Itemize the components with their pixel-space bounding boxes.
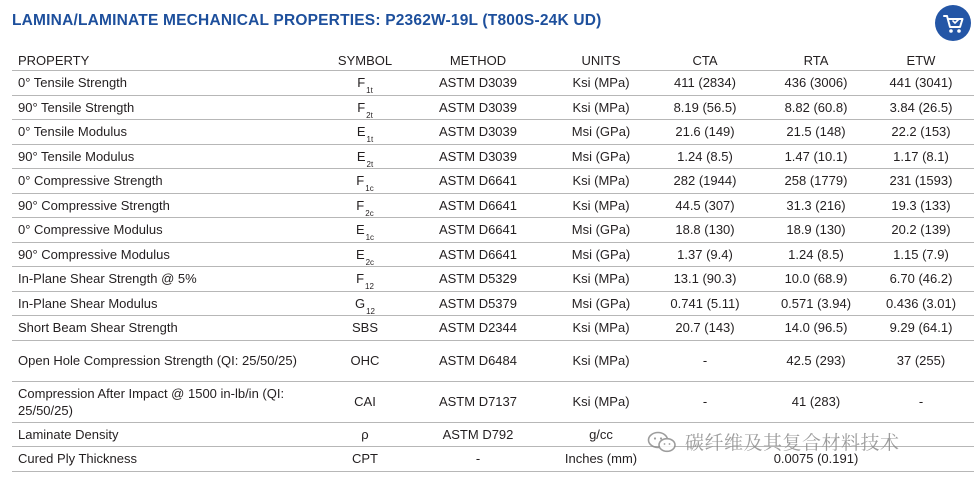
symbol-subscript: 2t [366,110,373,120]
table-row [12,218,974,243]
property-cell: 0° Compressive Strength [12,169,330,194]
method-cell: ASTM D5379 [400,291,556,316]
rta-cell: 1.24 (8.5) [764,242,868,267]
method-cell: ASTM D3039 [400,120,556,145]
rta-cell: 1.47 (10.1) [764,144,868,169]
cta-cell: 1.24 (8.5) [646,144,764,169]
symbol-text: SBS [351,320,378,336]
column-header-cta: CTA [646,50,764,71]
etw-cell: 19.3 (133) [868,193,974,218]
etw-cell: 441 (3041) [868,71,974,96]
symbol-subscript: 12 [365,282,374,292]
symbol-text: E [355,246,365,262]
property-cell: Short Beam Shear Strength [12,316,330,341]
symbol-text: E [355,222,365,238]
rta-cell: 0.571 (3.94) [764,291,868,316]
rta-cell: 21.5 (148) [764,120,868,145]
cta-cell: 18.8 (130) [646,218,764,243]
property-cell: 0° Tensile Modulus [12,120,330,145]
units-cell: Ksi (MPa) [556,169,646,194]
etw-cell: 20.2 (139) [868,218,974,243]
table-row [12,95,974,120]
method-cell: ASTM D6641 [400,242,556,267]
units-cell: Inches (mm) [556,447,646,472]
method-cell: ASTM D792 [400,422,556,447]
symbol-cell [330,120,400,145]
cta-cell: 282 (1944) [646,169,764,194]
cta-cell: 21.6 (149) [646,120,764,145]
watermark [647,428,900,455]
table-row [12,381,974,422]
etw-cell: 1.17 (8.1) [868,144,974,169]
rta-cell: 10.0 (68.9) [764,267,868,292]
cta-cell: 20.7 (143) [646,316,764,341]
table-row [12,242,974,267]
symbol-text: E [356,148,366,164]
cart-icon [935,5,971,41]
property-cell: 90° Tensile Strength [12,95,330,120]
symbol-text: CPT [352,451,378,467]
table-row [12,169,974,194]
symbol-text: F [356,271,365,287]
etw-cell: 0.436 (3.01) [868,291,974,316]
symbol-subscript: 12 [366,306,376,316]
cta-cell: 411 (2834) [646,71,764,96]
symbol-cell [330,447,400,472]
method-cell: ASTM D3039 [400,95,556,120]
method-cell: ASTM D3039 [400,144,556,169]
rta-cell: 258 (1779) [764,169,868,194]
cta-cell: 0.741 (5.11) [646,291,764,316]
column-header-rta: RTA [764,50,868,71]
symbol-text: F [357,99,366,115]
property-cell: 90° Tensile Modulus [12,144,330,169]
method-cell: ASTM D6641 [400,169,556,194]
cart-badge[interactable] [935,5,971,41]
units-cell: Msi (GPa) [556,120,646,145]
symbol-text: ρ [361,426,369,442]
units-cell: Msi (GPa) [556,291,646,316]
rta-cell: 14.0 (96.5) [764,316,868,341]
property-cell: Laminate Density [12,422,330,447]
symbol-cell [330,218,400,243]
rta-cell: 42.5 (293) [764,340,868,381]
table-row [12,71,974,96]
symbol-cell [330,381,400,422]
cta-cell: - [646,340,764,381]
page-title: LAMINA/LAMINATE MECHANICAL PROPERTIES: P2362W-19L (T800S-24K UD) [12,12,602,29]
table-row [12,267,974,292]
method-cell: ASTM D6484 [400,340,556,381]
property-cell: 0° Compressive Modulus [12,218,330,243]
symbol-cell [330,95,400,120]
etw-cell: 37 (255) [868,340,974,381]
etw-cell: 3.84 (26.5) [868,95,974,120]
symbol-text: OHC [350,353,380,368]
table-row [12,193,974,218]
symbol-subscript: 1c [365,233,375,243]
rta-cell: 18.9 (130) [764,218,868,243]
symbol-subscript: 1t [366,86,373,96]
table-row [12,120,974,145]
units-cell: Ksi (MPa) [556,267,646,292]
symbol-subscript: 2c [365,257,375,267]
units-cell: g/cc [556,422,646,447]
wechat-icon [647,430,677,454]
cta-cell: 8.19 (56.5) [646,95,764,120]
column-header-units: UNITS [556,50,646,71]
etw-cell: - [868,381,974,422]
table-row [12,144,974,169]
symbol-cell [330,267,400,292]
symbol-subscript: 1c [365,184,374,194]
etw-cell: 231 (1593) [868,169,974,194]
etw-cell: 1.15 (7.9) [868,242,974,267]
symbol-text: F [356,173,365,189]
units-cell: Ksi (MPa) [556,193,646,218]
property-cell: Compression After Impact @ 1500 in-lb/in (QI: 25/50/25) [12,381,330,422]
method-cell: ASTM D6641 [400,218,556,243]
symbol-cell [330,291,400,316]
property-cell: In-Plane Shear Modulus [12,291,330,316]
symbol-cell [330,193,400,218]
column-header-property: PROPERTY [12,50,330,71]
units-cell: Msi (GPa) [556,242,646,267]
property-cell: 90° Compressive Strength [12,193,330,218]
table-row [12,291,974,316]
symbol-subscript: 2c [365,208,374,218]
symbol-text: G [354,295,366,311]
rta-cell: 41 (283) [764,381,868,422]
method-cell: ASTM D6641 [400,193,556,218]
watermark-text: 碳纤维及其复合材料技术 [685,432,900,454]
property-cell: Open Hole Compression Strength (QI: 25/50/25) [12,340,330,381]
table-row [12,316,974,341]
units-cell: Ksi (MPa) [556,316,646,341]
column-header-symbol: SYMBOL [330,50,400,71]
property-cell: Cured Ply Thickness [12,447,330,472]
etw-cell: 22.2 (153) [868,120,974,145]
column-header-etw: ETW [868,50,974,71]
method-cell: ASTM D7137 [400,381,556,422]
symbol-cell [330,242,400,267]
column-header-method: METHOD [400,50,556,71]
symbol-cell [330,340,400,381]
etw-cell: 9.29 (64.1) [868,316,974,341]
cta-cell: - [646,381,764,422]
units-cell: Ksi (MPa) [556,71,646,96]
units-cell: Msi (GPa) [556,218,646,243]
symbol-subscript: 1t [366,135,374,145]
symbol-subscript: 2t [366,159,374,169]
properties-table [12,50,974,472]
method-cell: ASTM D3039 [400,71,556,96]
method-cell: ASTM D5329 [400,267,556,292]
rta-cell: 436 (3006) [764,71,868,96]
symbol-cell [330,71,400,96]
symbol-cell [330,316,400,341]
symbol-cell [330,144,400,169]
units-cell: Ksi (MPa) [556,340,646,381]
property-cell: In-Plane Shear Strength @ 5% [12,267,330,292]
cta-cell: 44.5 (307) [646,193,764,218]
symbol-text: E [356,124,366,140]
rta-cell: 0.0075 (0.191) [764,447,868,472]
symbol-cell [330,169,400,194]
units-cell: Ksi (MPa) [556,381,646,422]
cta-cell: 13.1 (90.3) [646,267,764,292]
rta-cell: 8.82 (60.8) [764,95,868,120]
cta-cell: 1.37 (9.4) [646,242,764,267]
property-cell: 90° Compressive Modulus [12,242,330,267]
symbol-cell [330,422,400,447]
symbol-text: F [356,197,365,213]
method-cell: - [400,447,556,472]
units-cell: Ksi (MPa) [556,95,646,120]
table-header-row [12,50,974,71]
symbol-text: F [357,75,366,91]
symbol-text: CAI [354,394,376,409]
method-cell: ASTM D2344 [400,316,556,341]
table-row [12,340,974,381]
property-cell: 0° Tensile Strength [12,71,330,96]
rta-cell: 31.3 (216) [764,193,868,218]
units-cell: Msi (GPa) [556,144,646,169]
etw-cell: 6.70 (46.2) [868,267,974,292]
